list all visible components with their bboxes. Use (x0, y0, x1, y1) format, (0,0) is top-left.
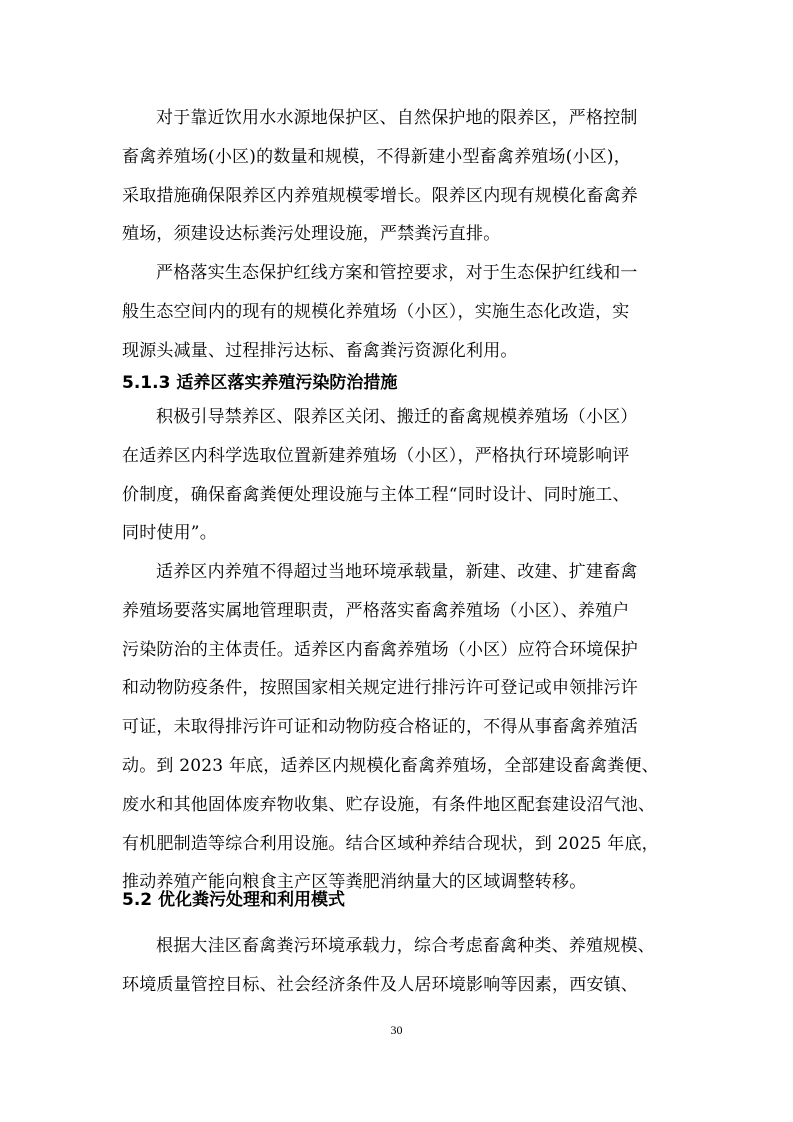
text-line: 畜禽养殖场(小区)的数量和规模，不得新建小型畜禽养殖场(小区)， (122, 146, 631, 167)
paragraph-ecological-redline (122, 254, 672, 370)
text-line: 采取措施确保限养区内养殖规模零增长。限养区内现有规模化畜禽养 (122, 185, 638, 206)
text-line: 环境质量管控目标、社会经济条件及人居环境影响等因素，西安镇、 (122, 974, 638, 995)
text-line: 价制度，确保畜禽粪便处理设施与主体工程“同时设计、同时施工、 (122, 484, 630, 505)
text-line: 现源头减量、过程排污达标、畜禽粪污资源化利用。 (122, 340, 518, 361)
text-line: 在适养区内科学选取位置新建养殖场（小区），严格执行环境影响评 (122, 445, 630, 466)
paragraph-relocation (122, 398, 672, 553)
text-line: 同时使用”。 (122, 523, 217, 544)
text-line: 有机肥制造等综合利用设施。结合区域种养结合现状，到 2025 年底， (122, 833, 659, 854)
paragraph-restricted-zone (122, 99, 672, 254)
text-line: 殖场，须建设达标粪污处理设施，严禁粪污直排。 (122, 224, 501, 245)
paragraph-carrying-capacity (122, 553, 672, 902)
text-line: 适养区内养殖不得超过当地环境承载量，新建、改建、扩建畜禽 (156, 562, 638, 582)
section-heading-5-1-3: 5.1.3 适养区落实养殖污染防治措施 (122, 373, 398, 393)
text-line: 严格落实生态保护红线方案和管控要求，对于生态保护红线和一 (156, 263, 638, 283)
section-heading-5-2: 5.2 优化粪污处理和利用模式 (122, 890, 346, 910)
text-line: 动。到 2023 年底，适养区内规模化畜禽养殖场，全部建设畜禽粪便、 (122, 755, 659, 776)
text-line: 般生态空间内的现有的规模化养殖场（小区），实施生态化改造，实 (122, 301, 630, 322)
text-line: 养殖场要落实属地管理职责，严格落实畜禽养殖场（小区）、养殖户 (122, 600, 630, 621)
page-number: 30 (390, 1023, 403, 1037)
text-line: 对于靠近饮用水水源地保护区、自然保护地的限养区，严格控制 (156, 108, 638, 128)
text-line: 根据大洼区畜禽粪污环境承载力，综合考虑畜禽种类、养殖规模、 (156, 936, 655, 956)
paragraph-manure-capacity (122, 927, 672, 1005)
text-line: 积极引导禁养区、限养区关闭、搬迁的畜禽规模养殖场（小区） (156, 407, 638, 427)
text-line: 推动养殖产能向粮食主产区等粪肥消纳量大的区域调整转移。 (122, 872, 587, 893)
text-line: 污染防治的主体责任。适养区内畜禽养殖场（小区）应符合环境保护 (122, 639, 638, 660)
text-line: 和动物防疫条件，按照国家相关规定进行排污许可登记或申领排污许 (122, 678, 638, 699)
text-line: 废水和其他固体废弃物收集、贮存设施，有条件地区配套建设沼气池、 (122, 794, 656, 815)
text-line: 可证，未取得排污许可证和动物防疫合格证的，不得从事畜禽养殖活 (122, 717, 638, 738)
